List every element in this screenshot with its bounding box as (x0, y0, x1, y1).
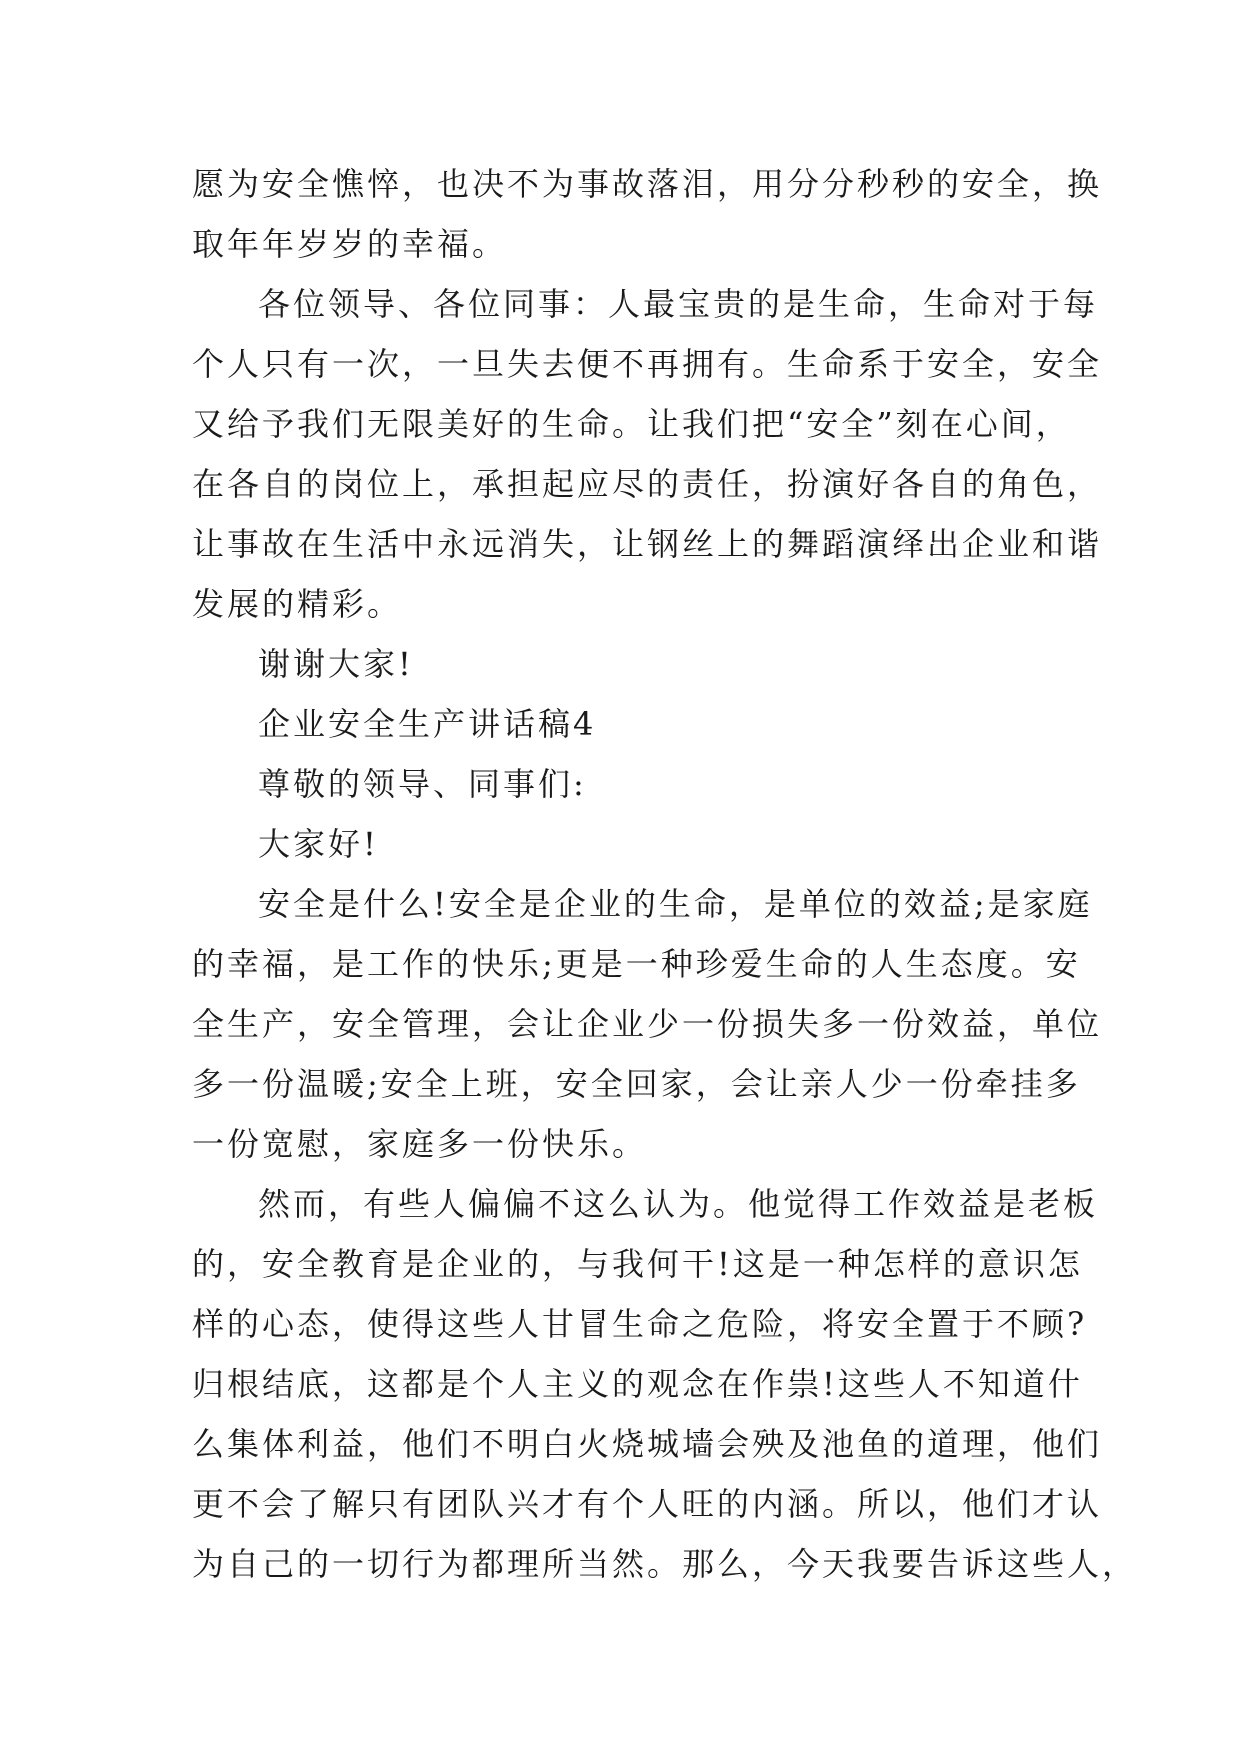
text-line: 的，安全教育是企业的，与我何干!这是一种怎样的意识怎 (192, 1245, 1083, 1283)
text-line: 愿为安全憔悴，也决不为事故落泪，用分分秒秒的安全，换 (192, 165, 1103, 203)
text-line: 取年年岁岁的幸福。 (192, 225, 508, 263)
text-line: 一份宽慰，家庭多一份快乐。 (192, 1125, 648, 1163)
text-line: 更不会了解只有团队兴才有个人旺的内涵。所以，他们才认 (192, 1485, 1103, 1523)
text-line: 让事故在生活中永远消失，让钢丝上的舞蹈演绎出企业和谐 (192, 525, 1103, 563)
text-line: 又给予我们无限美好的生命。让我们把“安全”刻在心间， (192, 405, 1071, 443)
text-line: 的幸福，是工作的快乐;更是一种珍爱生命的人生态度。安 (192, 945, 1081, 983)
paragraph-start-line: 然而，有些人偏偏不这么认为。他觉得工作效益是老板 (258, 1185, 1099, 1223)
text-line: 发展的精彩。 (192, 585, 403, 623)
greeting-line: 大家好! (258, 825, 379, 863)
text-line: 为自己的一切行为都理所当然。那么，今天我要告诉这些人， (192, 1545, 1138, 1583)
text-line: 在各自的岗位上，承担起应尽的责任，扮演好各自的角色， (192, 465, 1103, 503)
text-line: 多一份温暖;安全上班，安全回家，会让亲人少一份牵挂多 (192, 1065, 1081, 1103)
text-line: 归根结底，这都是个人主义的观念在作祟!这些人不知道什 (192, 1365, 1083, 1403)
text-line: 全生产，安全管理，会让企业少一份损失多一份效益，单位 (192, 1005, 1103, 1043)
paragraph-start-line: 各位领导、各位同事：人最宝贵的是生命，生命对于每 (258, 285, 1099, 323)
thanks-line: 谢谢大家! (258, 645, 414, 683)
paragraph-start-line: 安全是什么!安全是企业的生命，是单位的效益;是家庭 (258, 885, 1093, 923)
text-line: 么集体利益，他们不明白火烧城墙会殃及池鱼的道理，他们 (192, 1425, 1103, 1463)
text-line: 样的心态，使得这些人甘冒生命之危险，将安全置于不顾? (192, 1305, 1088, 1343)
speech-text-body (192, 154, 1138, 1594)
text-line: 个人只有一次，一旦失去便不再拥有。生命系于安全，安全 (192, 345, 1103, 383)
section-heading: 企业安全生产讲话稿4 (258, 705, 597, 743)
salutation-line: 尊敬的领导、同事们: (258, 765, 587, 803)
